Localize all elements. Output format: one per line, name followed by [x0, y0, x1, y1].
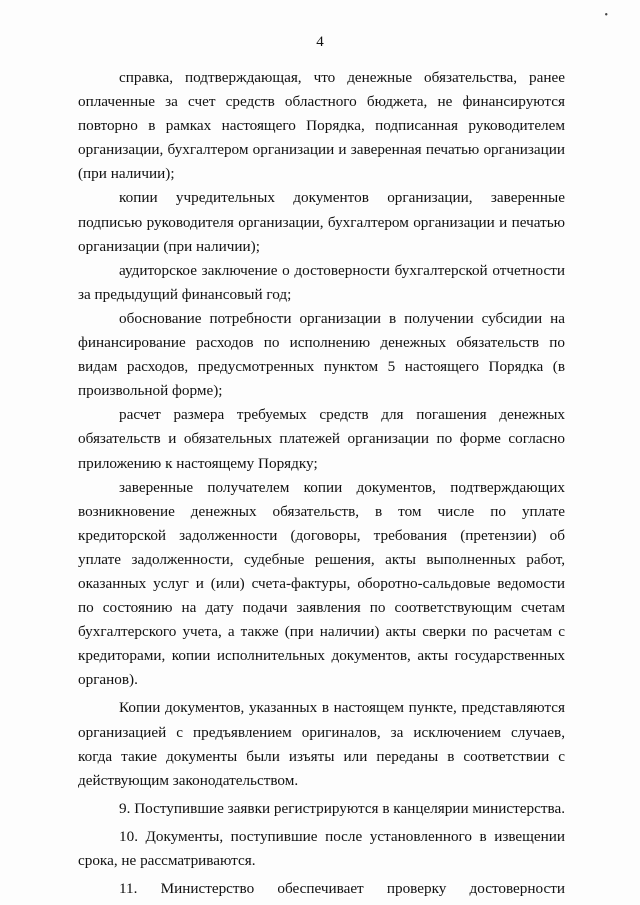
- paragraph-certificate: справка, подтверждающая, что денежные обязательства, ранее оплаченные за счет средств областного бюджета, не финансируются повторно в рамках настоящего Порядка, подписанная руководителем организации, бухгалтером организации и заверенная печатью организации (при наличии);: [78, 69, 565, 183]
- paragraph-calculation: расчет размера требуемых средств для погашения денежных обязательств и обязательных платежей организации по форме согласно приложению к настоящему Порядку;: [78, 406, 565, 472]
- page-number: 4: [316, 34, 324, 50]
- paragraph-certified-copies: заверенные получателем копии документов, подтверждающих возникновение денежных обязательств, в том числе по уплате кредиторской задолженности (договоры, требования (претензии) об уплате задолженности, судебные решения, акты выполненных работ, оказанных услуг и (или) счета-фактуры, оборотно-сальдовые ведомости по состоянию на дату подачи заявления по соответствующим счетам бухгалтерского учета, а также (при наличии) акты сверки по расчетам с кредиторами, копии исполнительных документов, акты государственных органов).: [78, 478, 565, 689]
- paragraph-item-9: 9. Поступившие заявки регистрируются в канцелярии министерства.: [119, 799, 565, 817]
- paragraph-justification: обоснование потребности организации в получении субсидии на финансирование расходов по исполнению денежных обязательств по видам расходов, предусмотренных пунктом 5 настоящего Порядка (в произвольной форме);: [78, 309, 565, 400]
- paragraph-audit-report: аудиторское заключение о достоверности бухгалтерской отчетности за предыдущий финансовый год;: [78, 261, 565, 303]
- paragraph-constituent-documents: копии учредительных документов организации, заверенные подписью руководителя организации, бухгалтером организации и печатью организации (при наличии);: [78, 189, 565, 255]
- paragraph-item-10: 10. Документы, поступившие после установленного в извещении срока, не рассматриваются.: [78, 827, 565, 869]
- paragraph-item-11: 11. Министерство обеспечивает проверку достоверности: [119, 880, 565, 898]
- paragraph-copies-note: Копии документов, указанных в настоящем пункте, представляются организацией с предъявлением оригиналов, за исключением случаев, когда такие документы были изъяты или переданы в соответствии с действующим законодательством.: [78, 699, 565, 789]
- scan-mark-icon: •: [604, 10, 608, 21]
- document-body: [78, 66, 565, 901]
